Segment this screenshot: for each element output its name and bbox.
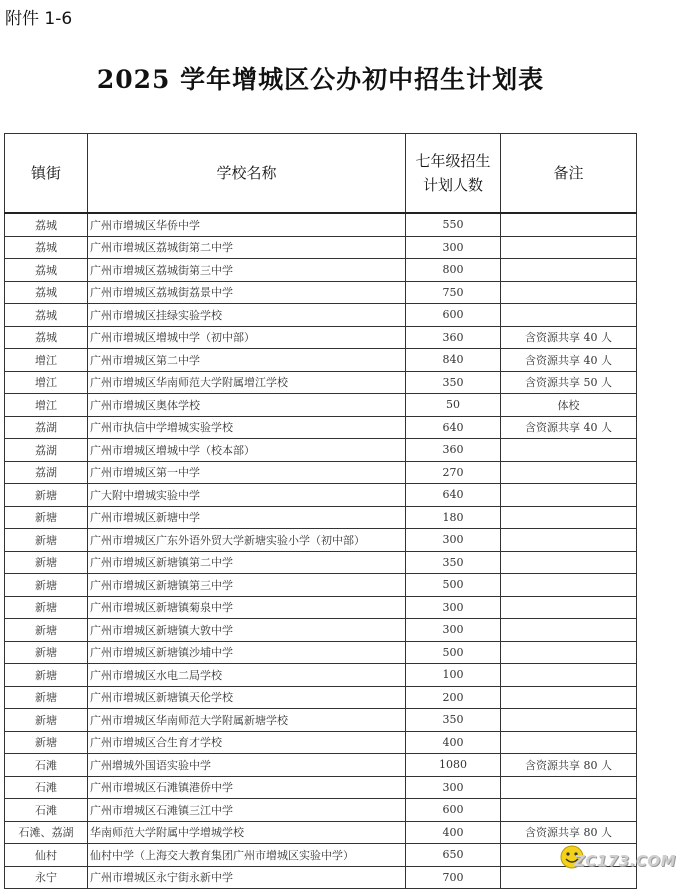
cell-town: 新塘: [5, 641, 88, 664]
cell-school-name: 广州市增城区新塘镇第三中学: [88, 574, 406, 597]
cell-town: 新塘: [5, 731, 88, 754]
cell-school-name: 仙村中学（上海交大教育集团广州市增城区实验中学）: [88, 844, 406, 867]
cell-note: [501, 799, 637, 822]
cell-school-name: 广州市增城区荔城街第二中学: [88, 236, 406, 259]
cell-school-name: 广州市执信中学增城实验学校: [88, 416, 406, 439]
header-plan-line2: 计划人数: [422, 176, 483, 194]
cell-plan-count: 300: [406, 236, 501, 259]
cell-town: 永宁: [5, 866, 88, 889]
cell-plan-count: 300: [406, 529, 501, 552]
cell-plan-count: 400: [406, 821, 501, 844]
table-row: [5, 664, 637, 687]
cell-town: 石滩: [5, 799, 88, 822]
cell-town: 荔湖: [5, 461, 88, 484]
cell-school-name: 广州市增城区石滩镇三江中学: [88, 799, 406, 822]
cell-town: 荔湖: [5, 416, 88, 439]
enrollment-plan-table: [4, 133, 637, 889]
cell-town: 新塘: [5, 686, 88, 709]
cell-town: 增江: [5, 349, 88, 372]
cell-plan-count: 300: [406, 776, 501, 799]
table-row: [5, 484, 637, 507]
table-row: [5, 281, 637, 304]
cell-school-name: 广州市增城区永宁街永新中学: [88, 866, 406, 889]
table-row: [5, 866, 637, 889]
cell-plan-count: 600: [406, 799, 501, 822]
cell-note: [501, 461, 637, 484]
cell-school-name: 广州市增城区增城中学（初中部）: [88, 326, 406, 349]
cell-school-name: 广州市增城区新塘镇第二中学: [88, 551, 406, 574]
cell-town: 增江: [5, 371, 88, 394]
table-row: [5, 461, 637, 484]
table-row: [5, 596, 637, 619]
table-row: [5, 259, 637, 282]
watermark-text: ZC173.COM: [574, 852, 676, 870]
table-row: [5, 754, 637, 777]
cell-plan-count: 300: [406, 619, 501, 642]
cell-plan-count: 200: [406, 686, 501, 709]
cell-note: [501, 574, 637, 597]
cell-town: 石滩、荔湖: [5, 821, 88, 844]
table-row: [5, 619, 637, 642]
table-row: [5, 799, 637, 822]
cell-note: [501, 529, 637, 552]
cell-plan-count: 300: [406, 596, 501, 619]
cell-school-name: 广州市增城区第二中学: [88, 349, 406, 372]
header-plan-line1: 七年级招生: [415, 152, 491, 170]
cell-town: 增江: [5, 394, 88, 417]
header-town: 镇街: [5, 134, 88, 214]
cell-town: 新塘: [5, 709, 88, 732]
cell-note: [501, 281, 637, 304]
table-row: [5, 686, 637, 709]
cell-note: [501, 304, 637, 327]
table-row: [5, 349, 637, 372]
cell-town: 荔城: [5, 213, 88, 236]
cell-town: 荔城: [5, 259, 88, 282]
cell-town: 石滩: [5, 776, 88, 799]
cell-note: [501, 236, 637, 259]
table-row: [5, 326, 637, 349]
cell-town: 荔城: [5, 281, 88, 304]
cell-plan-count: 350: [406, 709, 501, 732]
table-row: [5, 529, 637, 552]
cell-plan-count: 640: [406, 416, 501, 439]
cell-school-name: 广州市增城区荔城街荔景中学: [88, 281, 406, 304]
cell-note: [501, 551, 637, 574]
cell-town: 新塘: [5, 596, 88, 619]
cell-note: 含资源共享 40 人: [501, 349, 637, 372]
table-row: [5, 506, 637, 529]
cell-school-name: 广州市增城区新塘镇大敦中学: [88, 619, 406, 642]
cell-plan-count: 750: [406, 281, 501, 304]
cell-note: [501, 506, 637, 529]
cell-note: 含资源共享 40 人: [501, 416, 637, 439]
table-row: [5, 844, 637, 867]
cell-note: [501, 259, 637, 282]
cell-school-name: 广州市增城区华侨中学: [88, 213, 406, 236]
cell-school-name: 广州市增城区新塘镇沙埔中学: [88, 641, 406, 664]
table-row: [5, 213, 637, 236]
cell-note: [501, 439, 637, 462]
cell-note: [501, 619, 637, 642]
cell-town: 新塘: [5, 619, 88, 642]
cell-note: [501, 731, 637, 754]
table-row: [5, 551, 637, 574]
cell-note: [501, 484, 637, 507]
cell-note: [501, 776, 637, 799]
cell-town: 仙村: [5, 844, 88, 867]
table-row: [5, 821, 637, 844]
table-row: [5, 731, 637, 754]
table-row: [5, 416, 637, 439]
table-row: [5, 371, 637, 394]
table-row: [5, 304, 637, 327]
cell-school-name: 广州市增城区第一中学: [88, 461, 406, 484]
cell-school-name: 广州市增城区新塘镇菊泉中学: [88, 596, 406, 619]
table-row: [5, 394, 637, 417]
cell-town: 荔城: [5, 304, 88, 327]
cell-town: 新塘: [5, 506, 88, 529]
cell-plan-count: 840: [406, 349, 501, 372]
cell-school-name: 广州市增城区水电二局学校: [88, 664, 406, 687]
cell-plan-count: 350: [406, 551, 501, 574]
attachment-label: 附件 1-6: [5, 9, 73, 29]
cell-plan-count: 500: [406, 641, 501, 664]
cell-plan-count: 650: [406, 844, 501, 867]
cell-town: 新塘: [5, 529, 88, 552]
cell-school-name: 广州市增城区新塘中学: [88, 506, 406, 529]
cell-town: 新塘: [5, 551, 88, 574]
cell-note: [501, 596, 637, 619]
cell-note: [501, 686, 637, 709]
cell-note: 含资源共享 80 人: [501, 754, 637, 777]
cell-note: [501, 213, 637, 236]
cell-town: 荔城: [5, 236, 88, 259]
cell-town: 新塘: [5, 664, 88, 687]
cell-school-name: 广州市增城区合生育才学校: [88, 731, 406, 754]
cell-note: 含资源共享 50 人: [501, 371, 637, 394]
cell-school-name: 广州增城外国语实验中学: [88, 754, 406, 777]
page-title: 2025 学年增城区公办初中招生计划表: [96, 65, 545, 94]
cell-plan-count: 700: [406, 866, 501, 889]
cell-note: 含资源共享 40 人: [501, 326, 637, 349]
cell-note: 含资源共享 80 人: [501, 821, 637, 844]
cell-school-name: 广州市增城区挂绿实验学校: [88, 304, 406, 327]
table-row: [5, 439, 637, 462]
table-row: [5, 236, 637, 259]
table-body: [5, 213, 637, 889]
cell-plan-count: 270: [406, 461, 501, 484]
cell-plan-count: 350: [406, 371, 501, 394]
cell-school-name: 广州市增城区奥体学校: [88, 394, 406, 417]
cell-school-name: 广州市增城区石滩镇港侨中学: [88, 776, 406, 799]
cell-school-name: 广大附中增城实验中学: [88, 484, 406, 507]
cell-plan-count: 180: [406, 506, 501, 529]
cell-town: 新塘: [5, 574, 88, 597]
cell-school-name: 广州市增城区新塘镇天伦学校: [88, 686, 406, 709]
header-plan: [406, 134, 501, 214]
header-school: 学校名称: [88, 134, 406, 214]
cell-school-name: 广州市增城区荔城街第三中学: [88, 259, 406, 282]
table-row: [5, 709, 637, 732]
cell-note: [501, 709, 637, 732]
cell-town: 荔湖: [5, 439, 88, 462]
cell-plan-count: 640: [406, 484, 501, 507]
cell-school-name: 广州市增城区增城中学（校本部）: [88, 439, 406, 462]
header-note: 备注: [501, 134, 637, 214]
cell-plan-count: 100: [406, 664, 501, 687]
table-row: [5, 574, 637, 597]
cell-plan-count: 1080: [406, 754, 501, 777]
table-header-row: [5, 134, 637, 214]
cell-school-name: 广州市增城区广东外语外贸大学新塘实验小学（初中部）: [88, 529, 406, 552]
cell-school-name: 广州市增城区华南师范大学附属增江学校: [88, 371, 406, 394]
cell-plan-count: 360: [406, 326, 501, 349]
cell-plan-count: 50: [406, 394, 501, 417]
cell-note: 体校: [501, 394, 637, 417]
cell-town: 新塘: [5, 484, 88, 507]
cell-plan-count: 500: [406, 574, 501, 597]
cell-school-name: 华南师范大学附属中学增城学校: [88, 821, 406, 844]
cell-plan-count: 600: [406, 304, 501, 327]
cell-plan-count: 360: [406, 439, 501, 462]
table-row: [5, 776, 637, 799]
cell-note: [501, 664, 637, 687]
cell-town: 荔城: [5, 326, 88, 349]
cell-note: [501, 641, 637, 664]
table-row: [5, 641, 637, 664]
cell-plan-count: 800: [406, 259, 501, 282]
cell-school-name: 广州市增城区华南师范大学附属新塘学校: [88, 709, 406, 732]
cell-plan-count: 550: [406, 213, 501, 236]
cell-town: 石滩: [5, 754, 88, 777]
cell-plan-count: 400: [406, 731, 501, 754]
